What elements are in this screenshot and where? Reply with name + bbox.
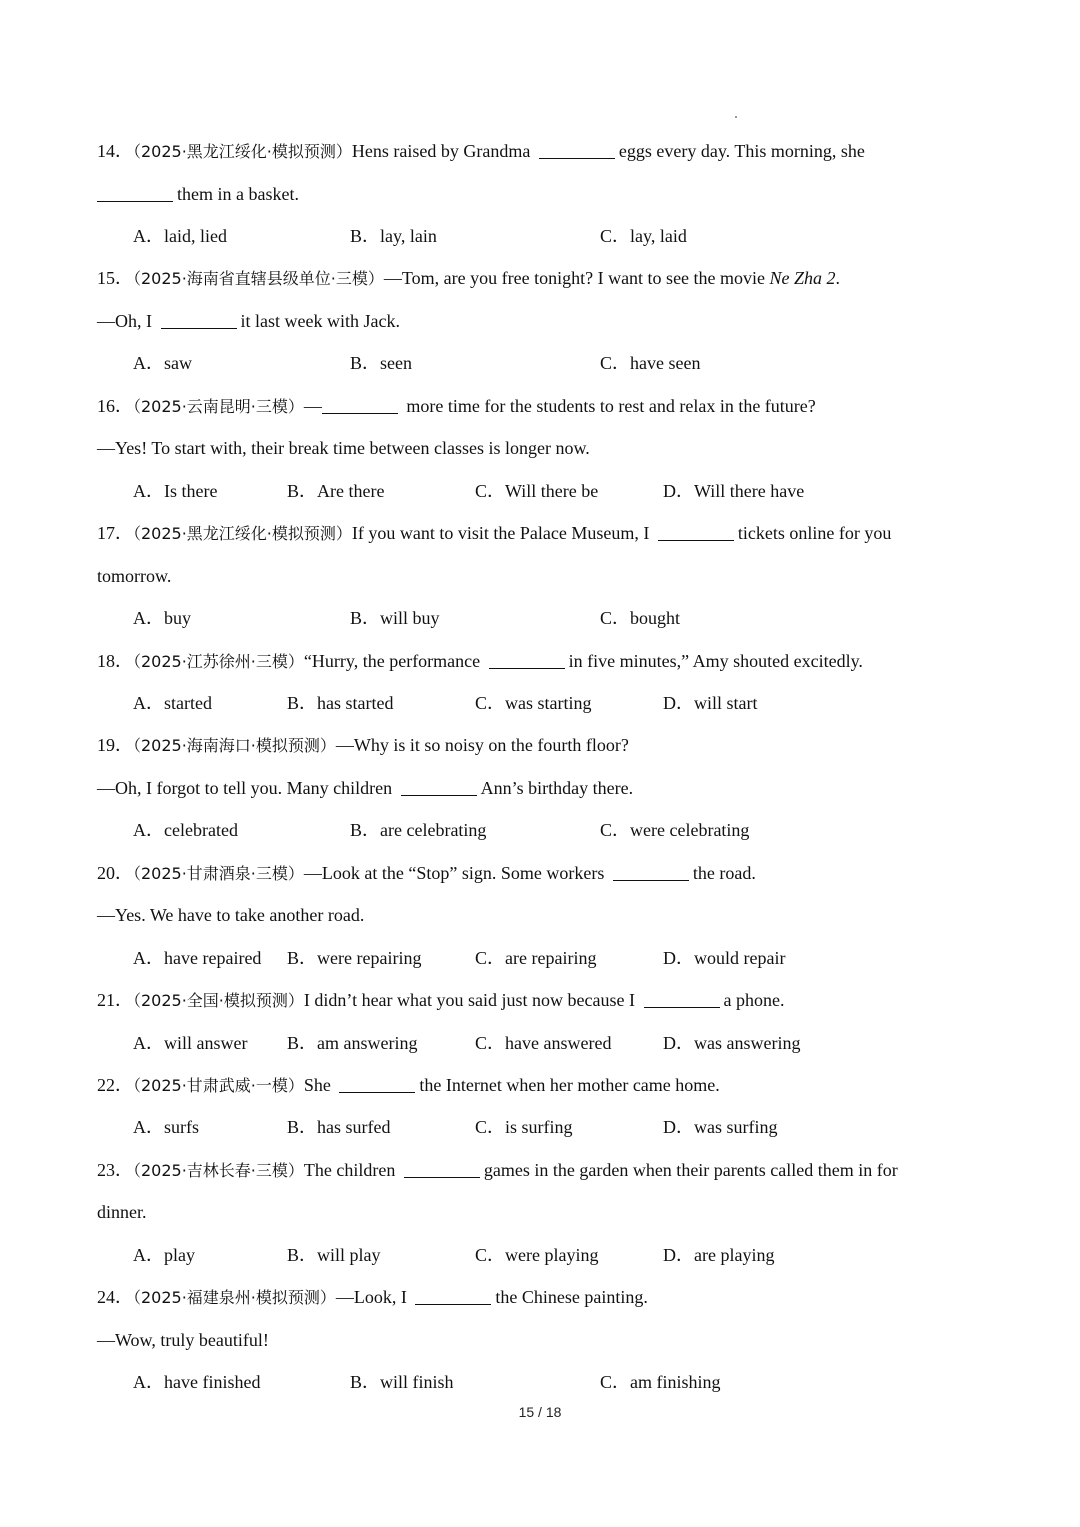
- q18-option-c[interactable]: C．was starting: [475, 693, 592, 713]
- question-20-line-1: 20．（2025·甘肃酒泉·三模）—Look at the “Stop” sign. Some workers the road.: [97, 863, 756, 883]
- speck: [735, 116, 737, 118]
- q23-option-c[interactable]: C．were playing: [475, 1245, 599, 1265]
- q16-option-c[interactable]: C．Will there be: [475, 481, 599, 501]
- question-16-line-1: 16．（2025·云南昆明·三模）— more time for the students to rest and relax in the future?: [97, 396, 816, 416]
- q18-option-b[interactable]: B．has started: [287, 693, 394, 713]
- q14-option-c[interactable]: C．lay, laid: [600, 226, 687, 246]
- q17-option-a[interactable]: A．buy: [133, 608, 191, 628]
- q17-option-b[interactable]: B．will buy: [350, 608, 440, 628]
- question-22-line-1: 22．（2025·甘肃武威·一模）She the Internet when her mother came home.: [97, 1075, 720, 1095]
- question-15-line-2: —Oh, I it last week with Jack.: [97, 311, 400, 331]
- q22-option-c[interactable]: C．is surfing: [475, 1117, 573, 1137]
- q18-option-d[interactable]: D．will start: [663, 693, 758, 713]
- q19-option-a[interactable]: A．celebrated: [133, 820, 238, 840]
- q16-option-a[interactable]: A．Is there: [133, 481, 218, 501]
- q21-option-d[interactable]: D．was answering: [663, 1033, 801, 1053]
- q22-option-d[interactable]: D．was surfing: [663, 1117, 778, 1137]
- q23-option-b[interactable]: B．will play: [287, 1245, 381, 1265]
- q16-option-d[interactable]: D．Will there have: [663, 481, 805, 501]
- q24-option-b[interactable]: B．will finish: [350, 1372, 454, 1392]
- q20-option-a[interactable]: A．have repaired: [133, 948, 262, 968]
- q21-option-a[interactable]: A．will answer: [133, 1033, 248, 1053]
- q24-option-c[interactable]: C．am finishing: [600, 1372, 721, 1392]
- answer-blank[interactable]: [161, 310, 237, 329]
- q14-option-a[interactable]: A．laid, lied: [133, 226, 227, 246]
- q21-option-b[interactable]: B．am answering: [287, 1033, 418, 1053]
- question-15-line-1: 15．（2025·海南省直辖县级单位·三模）—Tom, are you free tonight? I want to see the movie Ne Zha 2.: [97, 268, 841, 288]
- answer-blank[interactable]: [404, 1159, 480, 1178]
- question-19-line-1: 19．（2025·海南海口·模拟预测）—Why is it so noisy on the fourth floor?: [97, 735, 629, 755]
- q23-option-d[interactable]: D．are playing: [663, 1245, 775, 1265]
- answer-blank[interactable]: [489, 650, 565, 669]
- q18-option-a[interactable]: A．started: [133, 693, 212, 713]
- answer-blank[interactable]: [613, 862, 689, 881]
- q20-option-d[interactable]: D．would repair: [663, 948, 786, 968]
- q23-option-a[interactable]: A．play: [133, 1245, 195, 1265]
- q16-option-b[interactable]: B．Are there: [287, 481, 385, 501]
- q14-option-b[interactable]: B．lay, lain: [350, 226, 437, 246]
- question-17-line-1: 17．（2025·黑龙江绥化·模拟预测）If you want to visit the Palace Museum, I tickets online for you: [97, 523, 892, 543]
- question-14-line-2: them in a basket.: [97, 181, 299, 207]
- question-16-line-2: —Yes! To start with, their break time between classes is longer now.: [97, 438, 590, 458]
- q17-option-c[interactable]: C．bought: [600, 608, 681, 628]
- question-24-line-1: 24．（2025·福建泉州·模拟预测）—Look, I the Chinese painting.: [97, 1287, 648, 1307]
- q24-option-a[interactable]: A．have finished: [133, 1372, 261, 1392]
- page-number: 15 / 18: [518, 1404, 562, 1420]
- q22-option-b[interactable]: B．has surfed: [287, 1117, 391, 1137]
- q20-option-c[interactable]: C．are repairing: [475, 948, 597, 968]
- answer-blank[interactable]: [339, 1074, 415, 1093]
- q19-option-b[interactable]: B．are celebrating: [350, 820, 487, 840]
- question-23-line-2: dinner.: [97, 1202, 147, 1222]
- answer-blank[interactable]: [415, 1286, 491, 1305]
- q22-option-a[interactable]: A．surfs: [133, 1117, 199, 1137]
- question-14-line-1: 14．（2025·黑龙江绥化·模拟预测）Hens raised by Grandma eggs every day. This morning, she: [97, 141, 865, 161]
- answer-blank[interactable]: [322, 395, 398, 414]
- answer-blank[interactable]: [539, 140, 615, 159]
- question-24-line-2: —Wow, truly beautiful!: [97, 1330, 269, 1350]
- answer-blank[interactable]: [658, 522, 734, 541]
- q15-option-a[interactable]: A．saw: [133, 353, 192, 373]
- answer-blank[interactable]: [401, 777, 477, 796]
- question-19-line-2: —Oh, I forgot to tell you. Many children Ann’s birthday there.: [97, 778, 634, 798]
- q21-option-c[interactable]: C．have answered: [475, 1033, 612, 1053]
- question-18-line-1: 18．（2025·江苏徐州·三模）“Hurry, the performance in five minutes,” Amy shouted excitedly.: [97, 651, 863, 671]
- q20-option-b[interactable]: B．were repairing: [287, 948, 422, 968]
- question-23-line-1: 23．（2025·吉林长春·三模）The children games in the garden when their parents called them in for: [97, 1160, 898, 1180]
- question-21-line-1: 21．（2025·全国·模拟预测）I didn’t hear what you said just now because I a phone.: [97, 990, 785, 1010]
- q15-option-c[interactable]: C．have seen: [600, 353, 701, 373]
- question-17-line-2: tomorrow.: [97, 566, 172, 586]
- answer-blank[interactable]: [97, 183, 173, 202]
- q19-option-c[interactable]: C．were celebrating: [600, 820, 750, 840]
- question-20-line-2: —Yes. We have to take another road.: [97, 905, 365, 925]
- q15-option-b[interactable]: B．seen: [350, 353, 412, 373]
- answer-blank[interactable]: [644, 989, 720, 1008]
